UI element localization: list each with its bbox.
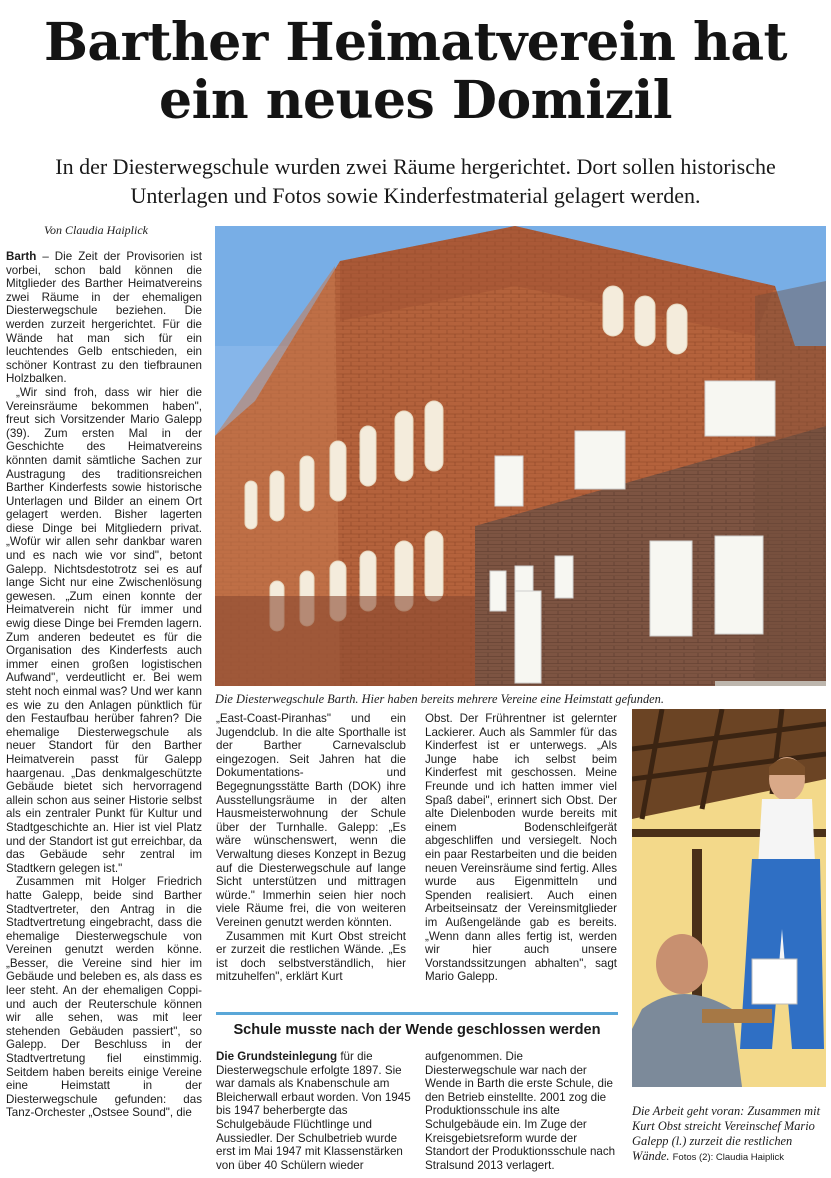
infobox-text-2: aufgenommen. Die Diesterwegschule war nach der Wende in Barth die erste Schule, die den Betrieb einstellte. 2001 zog die Produktionsschule ins alte Schulgebäude ein. Im Zuge der Kreisgebietsreform wurde der Standort der Produktionsschule nach Stralsund 2013 verlagert. <box>425 1050 616 1172</box>
photo-caption-painting-text: Die Arbeit geht voran: Zusammen mit Kurt Obst streicht Vereinschef Mario Galepp (l.) zurzeit die restlichen Wände. <box>632 1104 821 1163</box>
subheadline-line-2: Unterlagen und Fotos sowie Kinderfestmaterial gelagert werden. <box>130 183 701 208</box>
article-column-3 <box>425 712 617 984</box>
subheadline-line-1: In der Diesterwegschule wurden zwei Räume hergerichtet. Dort sollen historische <box>55 154 776 179</box>
headline-line-2: ein neues Domizil <box>159 70 672 131</box>
infobox-column-1 <box>216 1050 411 1172</box>
infobox-text-1: für die Diesterwegschule erfolgte 1897. Sie war damals als Knabenschule am Bleicherwall erbaut worden. Von 1945 bis 1947 beherbergte das Schulgebäude Flüchtlinge und Aussiedler. Der Schulbetrieb wurde erst im Mai 1947 mit Klassenstärken von über 40 Schülern wieder <box>216 1050 411 1172</box>
article-paragraph-1-text: – Die Zeit der Provisorien ist vorbei, schon bald können die Mitglieder des Barther Heimatvereins zwei Räume in der ehemaligen Diesterwegschule beziehen. Die werden zurzeit hergerichtet. Für die Wände hat man sich für ein leuchtendes Gelb entschieden, ein schöner Kontrast zu den tiefbraunen Holzbalken. <box>6 250 202 386</box>
photo-caption-painting <box>632 1104 826 1165</box>
subheadline <box>30 152 801 210</box>
article-column-1 <box>6 250 202 1170</box>
school-building-illustration <box>215 226 826 686</box>
headline-line-1: Barther Heimatverein hat <box>43 12 788 73</box>
school-building-photo <box>215 226 826 686</box>
infobox-column-2 <box>425 1050 617 1172</box>
dateline: Barth <box>6 250 37 263</box>
article-paragraph-6: Obst. Der Frührentner ist gelernter Lackierer. Auch als Sammler für das Kinderfest ist er unterwegs. „Als Junge habe ich selbst beim Kinderfest mit geschossen. Meine Freunde und ich hatten immer viel Spaß dabei", erinnert sich Obst. Der alte Dielenboden wurde bereits mit einem Bodenschleifgerät abgeschliffen und versiegelt. Noch ein paar Restarbeiten und die beiden neuen Vereinsräume sind fertig. Alles wurde aus Eigenmitteln und Spenden realisiert. Auch einen Arbeitseinsatz der Vereinsmitglieder im Außengelände gab es bereits. „Wenn dann alles fertig ist, werden wir hier auch unsere Vorstandssitzungen abhalten", sagt Mario Galepp. <box>425 712 617 984</box>
painting-work-photo <box>632 709 826 1087</box>
byline: Von Claudia Haiplick <box>44 223 148 237</box>
infobox-divider <box>216 1012 618 1015</box>
infobox-title: Schule musste nach der Wende geschlossen werden <box>233 1022 601 1038</box>
painters-illustration <box>632 709 826 1087</box>
photo-caption-building: Die Diesterwegschule Barth. Hier haben bereits mehrere Vereine eine Heimstatt gefunden. <box>215 692 664 706</box>
article-paragraph-5: Zusammen mit Kurt Obst streicht er zurzeit die restlichen Wände. „Es ist doch selbstverständlich, hier mitzuhelfen", erklärt Kurt <box>216 929 406 984</box>
article-paragraph-2: „Wir sind froh, dass wir hier die Vereinsräume bekommen haben", freut sich Vorsitzender Mario Galepp (39). Zum ersten Mal in der Geschichte des Heimatvereins könnten damit sämtliche Sachen zur Austragung des traditionsreichen Barther Kinderfests sowie historische Unterlagen und Bilder an einem Ort gelagert werden. Bisher lagerten diese Dinge bei Mitgliedern privat. „Wofür wir allen sehr dankbar waren und es nach wie vor sind", betont Galepp. Nichtsdestotrotz sei es auf lange Sicht nur eine Zwischenlösung gewesen. „Zum einen konnte der Heimatverein nicht für immer und ewig diese Dinge bei Fremden lagern. Zum anderen bedeutet es für die Organisation des Kinderfests auch immer einen großen logistischen Aufwand", verdeutlicht er. Bei wem steht noch einmal was? Und wer kann es wie zu den Anlagen pünktlich für den Festaufbau herüber fahren? Die ehemalige Diesterwegschule als neuer Standort für den Barther Heimatverein passt für Galepp haargenau. „Das denkmalgeschützte Gebäude bietet sich hervorragend allein schon aus seiner Historie selbst als ein zentraler Punkt für Kultur und Stadtgeschichte an. Hier ist viel Platz und der Standort ist gut erreichbar, da das Gebäude sehr zentral im Stadtkern gelegen ist." <box>6 385 202 875</box>
article-paragraph-1 <box>6 250 202 386</box>
headline <box>20 14 811 130</box>
photo-credit: Fotos (2): Claudia Haiplick <box>672 1152 785 1163</box>
article-paragraph-3: Zusammen mit Holger Friedrich hatte Galepp, beide sind Barther Stadtvertreter, den Antrag in die Stadtvertretung eingebracht, dass die ehemalige Diesterwegschule von Vereinen genutzt werden könne. „Besser, die Vereine sind hier im Gebäude und beleben es, als dass es leer steht. An der ehemaligen Coppi- und auch der Reuterschule können wir alle sehen, was mit leer stehenden Gebäuden passiert", so Galepp. Der Beschluss in der Stadtvertretung fiel einstimmig. Seitdem haben bereits einige Vereine eine Heimstatt in der Diesterwegschule gefunden: das Tanz-Orchester „Ostsee Sound", die <box>6 875 202 1120</box>
infobox-lead: Die Grundsteinlegung <box>216 1050 338 1063</box>
article-paragraph-4: „East-Coast-Piranhas" und ein Jugendclub. In die alte Sporthalle ist der Barther Carnevalsclub eingezogen. Seit Jahren hat die Dokumentations- und Begegnungsstätte Barth (DOK) ihre Ausstellungsräume in der alten Hausmeisterwohnung der Schule über der Turnhalle. Galepp: „Es wäre wünschenswert, wenn die Verwaltung dieses Konzept in Bezug auf die Diesterwegschule auf lange Sicht unterstützen und mittragen würde." Immerhin seien hier noch viele Räume frei, die von weiteren Vereinen genutzt werden könnten. <box>216 712 406 929</box>
article-column-2 <box>216 712 406 984</box>
